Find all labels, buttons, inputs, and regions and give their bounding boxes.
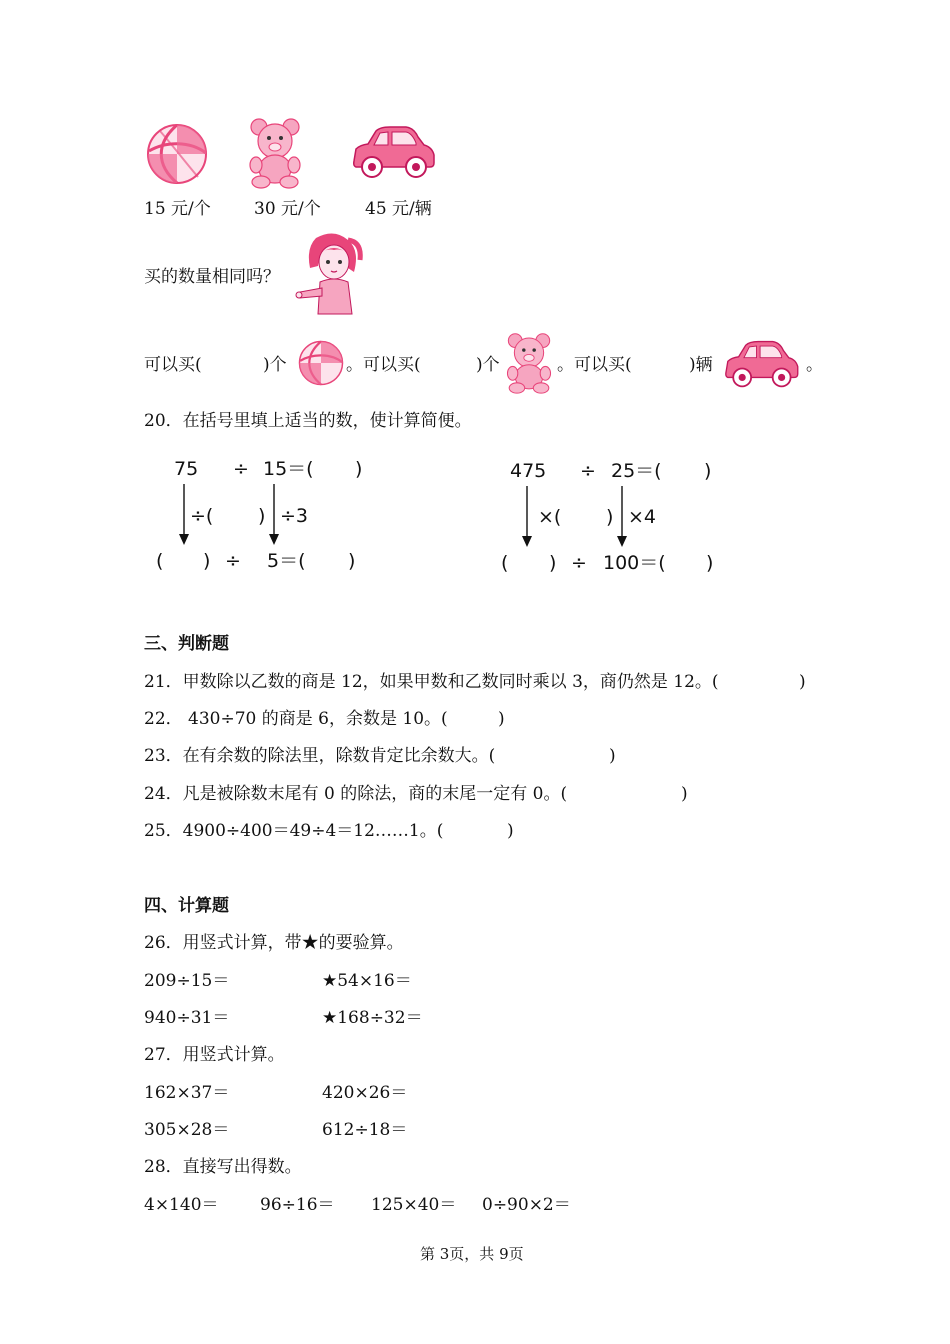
q24-text: 24．凡是被除数末尾有 0 的除法，商的末尾一定有 0。( xyxy=(144,784,568,804)
q19-answer-part5: 。可以买( xyxy=(557,355,632,375)
q27-item: 162×37＝ xyxy=(144,1083,230,1103)
q20-right-bot-close: ) xyxy=(549,552,557,574)
teddy-bear-icon-small xyxy=(504,332,554,394)
q20-right-top-close: ) xyxy=(704,460,712,482)
section4-heading: 四、计算题 xyxy=(144,896,229,916)
car-price: 45 元/辆 xyxy=(365,199,432,219)
q20-left-top-a: 75 xyxy=(174,458,199,480)
q20-right-bot-open: ( xyxy=(501,552,509,574)
q28-title: 28．直接写出得数。 xyxy=(144,1157,302,1177)
q21-text: 21．甲数除以乙数的商是 12，如果甲数和乙数同时乘以 3，商仍然是 12。( xyxy=(144,672,719,692)
q28-item: 96÷16＝ xyxy=(260,1195,335,1215)
q20-left-mid-close: ) xyxy=(258,505,266,527)
q25-close: ) xyxy=(507,821,514,841)
right-arrow-2 xyxy=(616,486,628,548)
q20-right-top-a: 475 xyxy=(510,460,547,482)
q19-answer-part3: 。可以买( xyxy=(346,355,421,375)
q19-answer-part2: )个 xyxy=(263,355,287,375)
ball-price: 15 元/个 xyxy=(144,199,211,219)
q20-right-bot-end: ) xyxy=(706,552,714,574)
left-arrow-2 xyxy=(268,484,280,546)
q20-right-top-b: 25＝( xyxy=(611,460,662,482)
q20-left-mid-right: ÷3 xyxy=(280,505,309,527)
q20-title: 20．在括号里填上适当的数，使计算简便。 xyxy=(144,411,472,431)
q20-left-bot-close: ) xyxy=(203,550,211,572)
q24-close: ) xyxy=(681,784,688,804)
q20-right-bot-b: 100＝( xyxy=(603,552,666,574)
q19-answer-part1: 可以买( xyxy=(144,355,202,375)
q26-item: 940÷31＝ xyxy=(144,1008,230,1028)
bear-price: 30 元/个 xyxy=(254,199,321,219)
q23-text: 23．在有余数的除法里，除数肯定比余数大。( xyxy=(144,746,496,766)
q20-left-mid-left: ÷( xyxy=(190,505,214,527)
q21-close: ) xyxy=(799,672,806,692)
q20-right-top-op: ÷ xyxy=(580,460,596,482)
q20-left-bot-open: ( xyxy=(156,550,164,572)
girl-pointing-icon xyxy=(296,232,366,318)
q26-title: 26．用竖式计算，带★的要验算。 xyxy=(144,933,404,953)
q27-item: 305×28＝ xyxy=(144,1120,230,1140)
q20-right-mid-close: ) xyxy=(606,506,614,528)
q20-left-top-op: ÷ xyxy=(233,458,249,480)
q27-item: 420×26＝ xyxy=(322,1083,408,1103)
q20-left-bot-op: ÷ xyxy=(225,550,241,572)
q20-right-bot-op: ÷ xyxy=(571,552,587,574)
q19-answer-part4: )个 xyxy=(476,355,500,375)
q20-left-bot-end: ) xyxy=(348,550,356,572)
q26-item: ★168÷32＝ xyxy=(322,1008,423,1028)
q22-close: ) xyxy=(498,709,505,729)
q27-item: 612÷18＝ xyxy=(322,1120,408,1140)
teddy-bear-icon xyxy=(247,117,303,189)
q20-left-top-b: 15＝( xyxy=(263,458,314,480)
q19-answer-part7: 。 xyxy=(806,355,823,375)
toy-car-icon xyxy=(350,123,436,181)
q20-left-top-close: ) xyxy=(355,458,363,480)
q20-right-mid-left: ×( xyxy=(538,506,562,528)
toy-car-icon-small xyxy=(718,338,804,390)
q26-item: 209÷15＝ xyxy=(144,971,230,991)
q19-question: 买的数量相同吗？ xyxy=(144,267,280,287)
page-footer: 第 3页，共 9页 xyxy=(420,1245,524,1263)
q20-left-bot-b: 5＝( xyxy=(267,550,306,572)
ball-icon-small xyxy=(298,340,344,386)
left-arrow-1 xyxy=(178,484,190,546)
q23-close: ) xyxy=(609,746,616,766)
right-arrow-1 xyxy=(521,486,533,548)
q22-text: 22． 430÷70 的商是 6，余数是 10。( xyxy=(144,709,448,729)
q28-item: 125×40＝ xyxy=(371,1195,457,1215)
q28-item: 0÷90×2＝ xyxy=(482,1195,571,1215)
q27-title: 27．用竖式计算。 xyxy=(144,1045,285,1065)
q26-item: ★54×16＝ xyxy=(322,971,412,991)
section3-heading: 三、判断题 xyxy=(144,634,229,654)
q25-text: 25．4900÷400＝49÷4＝12……1。( xyxy=(144,821,444,841)
q19-answer-part6: )辆 xyxy=(689,355,713,375)
q20-right-mid-right: ×4 xyxy=(628,506,657,528)
q28-item: 4×140＝ xyxy=(144,1195,219,1215)
ball-icon xyxy=(146,123,208,185)
